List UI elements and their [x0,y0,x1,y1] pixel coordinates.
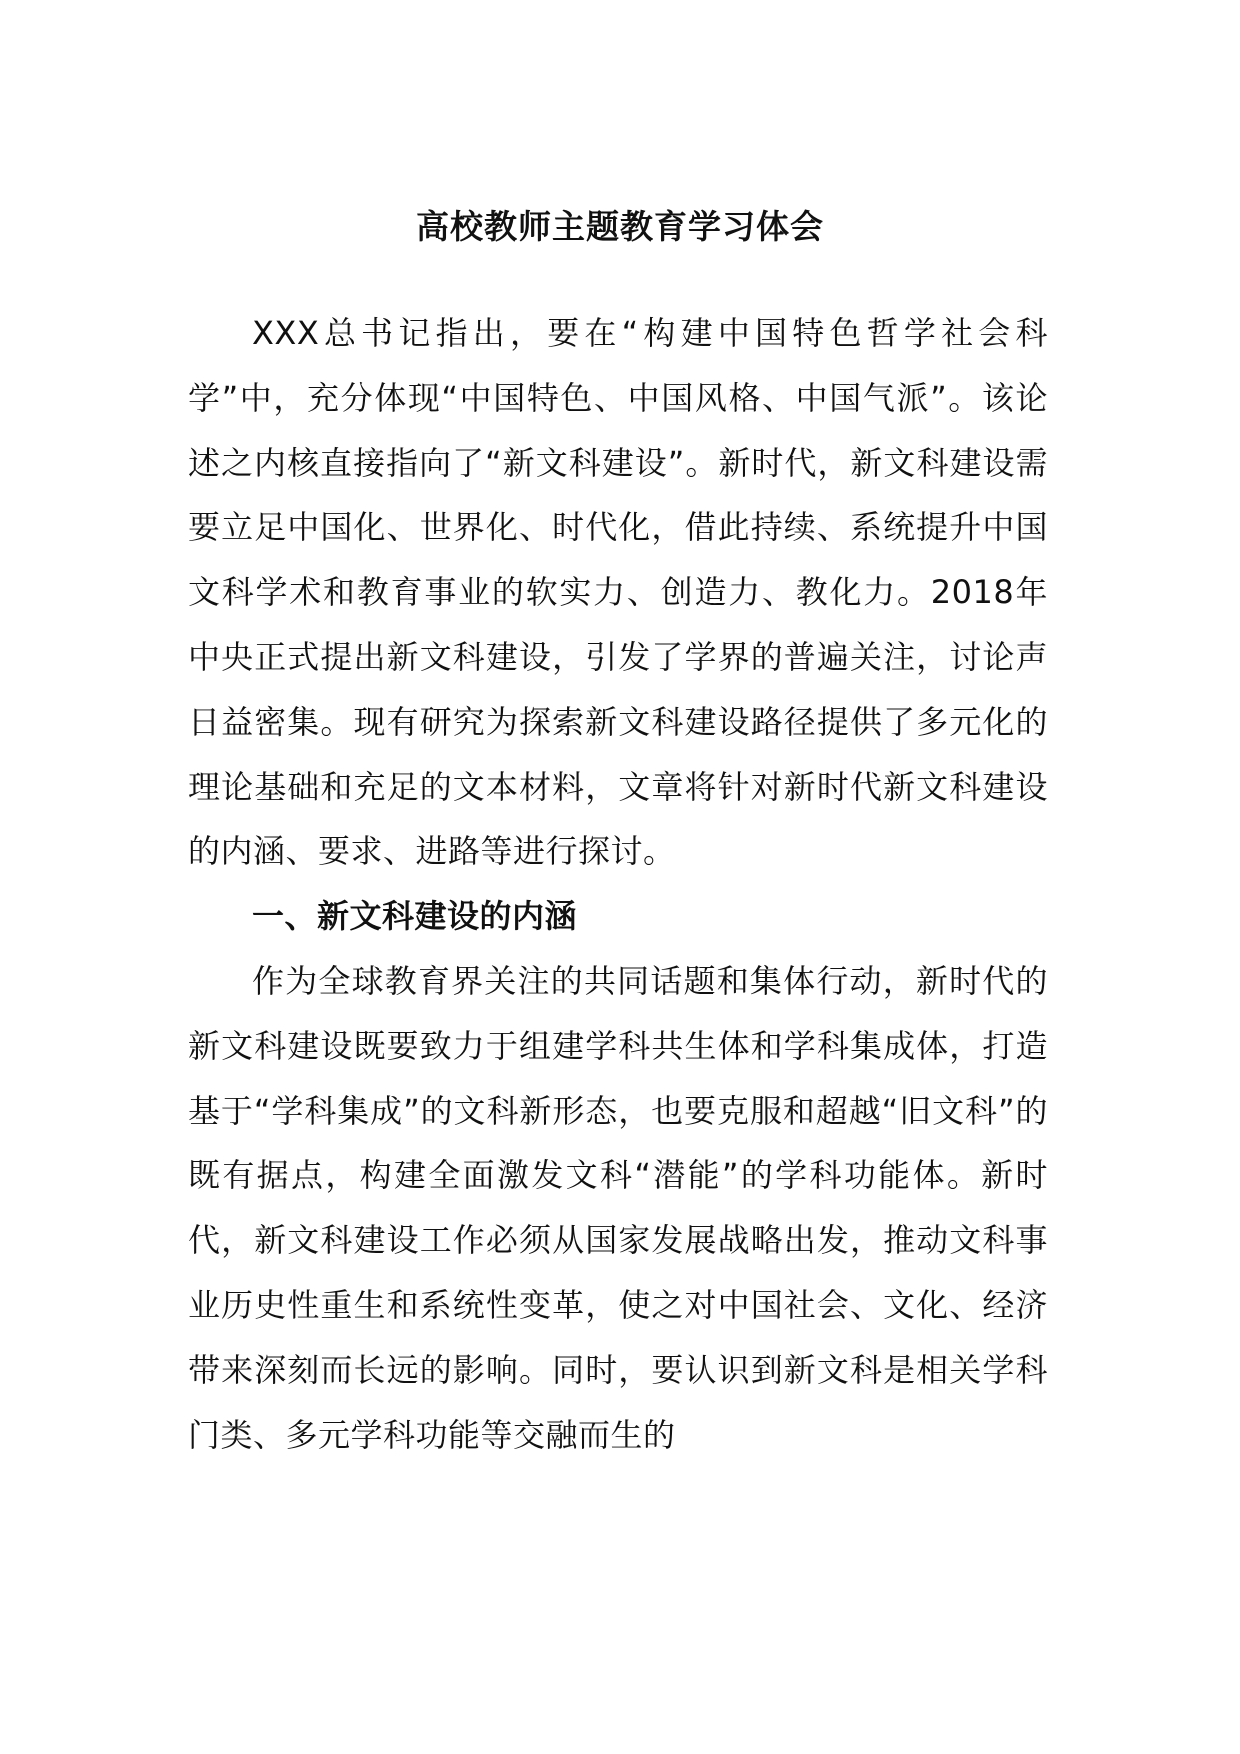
document-title: 高校教师主题教育学习体会 [416,207,824,246]
section-heading: 一、新文科建设的内涵 [252,897,578,936]
intro-paragraph: XXX总书记指出，要在“构建中国特色哲学社会科学”中，充分体现“中国特色、中国风格、中国气派”。该论述之内核直接指向了“新文科建设”。新时代，新文科建设需要立足中国化、世界化、时代化，借此持续、系统提升中国文科学术和教育事业的软实力、创造力、教化力。2018年中央正式提出新文科建设，引发了学界的普遍关注，讨论声日益密集。现有研究为探索新文科建设路径提供了多元化的理论基础和充足的文本材料，文章将针对新时代新文科建设的内涵、要求、进路等进行探讨。 [188,314,1048,871]
document-body [188,301,1048,1467]
section-paragraph: 作为全球教育界关注的共同话题和集体行动，新时代的新文科建设既要致力于组建学科共生体和学科集成体，打造基于“学科集成”的文科新形态，也要克服和超越“旧文科”的既有据点，构建全面激发文科“潜能”的学科功能体。新时代，新文科建设工作必须从国家发展战略出发，推动文科事业历史性重生和系统性变革，使之对中国社会、文化、经济带来深刻而长远的影响。同时，要认识到新文科是相关学科门类、多元学科功能等交融而生的 [188,961,1048,1454]
